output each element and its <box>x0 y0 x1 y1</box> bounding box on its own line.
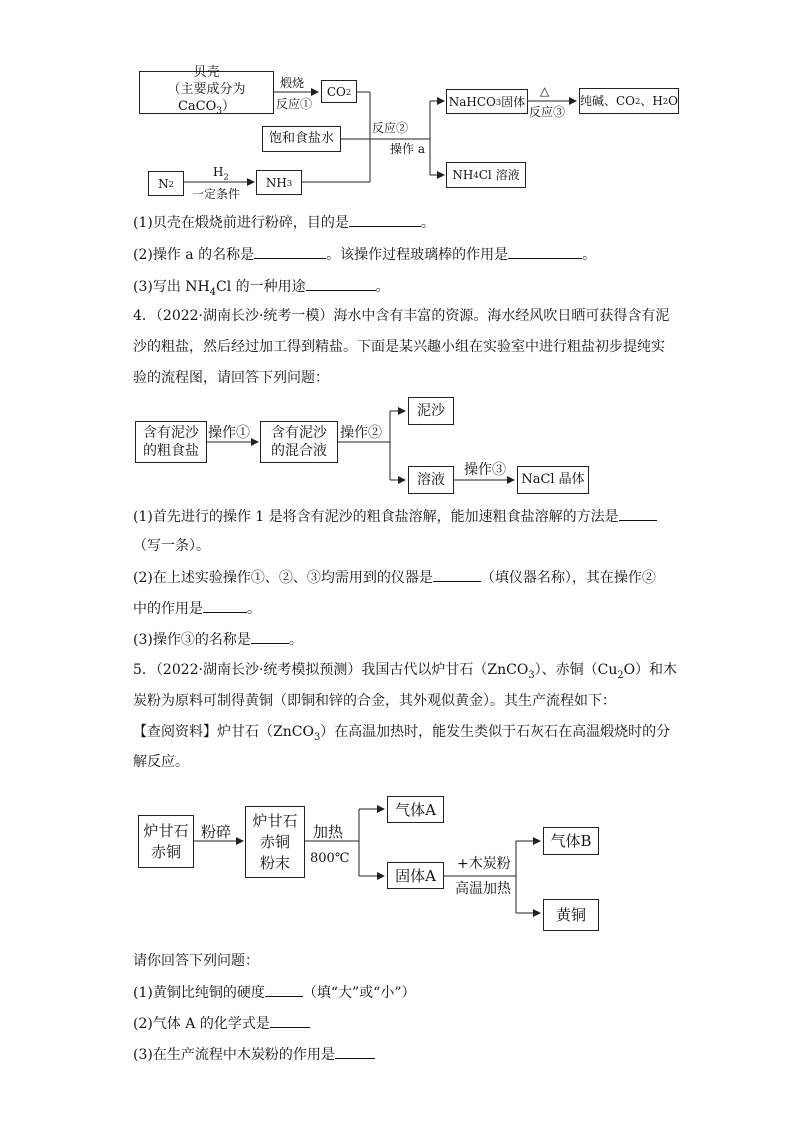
q4-stem-line2: 沙的粗盐，然后经过加工得到精盐。下面是某兴趣小组在实验室中进行粗盐初步提纯实 <box>133 339 665 355</box>
gas-a-box: 气体A <box>387 796 444 823</box>
nacl-box: NaCl 晶体 <box>517 466 589 494</box>
q4-stem-line1: 4．（2022·湖南长沙·统考一模）海水中含有丰富的资源。海水经风吹日晒可获得含有泥 <box>133 308 670 324</box>
n2-box: N 2 <box>148 171 184 196</box>
shell-label: 贝壳 <box>193 65 220 81</box>
q3-part3: (3)写出 $NH_4Cl$ 的一种用途 。 <box>133 276 390 303</box>
calcine-label: 煅烧 <box>280 76 305 90</box>
q5-part1: (1)黄铜比纯铜的硬度 （填“大”或“小”） <box>133 982 415 1003</box>
q4-part3: (3)操作③的名称是 。 <box>133 629 303 650</box>
shell-box <box>139 65 274 117</box>
q5-stem-line2: 炭粉为原料可制得黄铜（即铜和锌的合金，其外观似黄金）。其生产流程如下： <box>133 693 616 709</box>
h2-label: $H_2$ <box>213 165 229 182</box>
gas-b-box: 气体B <box>543 827 599 855</box>
nh3-box: NH 3 <box>256 170 302 195</box>
heat-symbol: △ <box>540 84 550 98</box>
crude-salt-box: 含有泥沙 的粗食盐 <box>135 421 207 463</box>
solution-box: 溶液 <box>408 466 454 494</box>
powder-box: 炉甘石 赤铜 粉末 <box>245 806 305 878</box>
sand-box: 泥沙 <box>408 397 454 425</box>
answer-blank[interactable] <box>306 276 376 291</box>
answer-blank[interactable] <box>508 244 582 259</box>
brass-box: 黄铜 <box>543 899 599 931</box>
answer-blank[interactable] <box>265 982 303 997</box>
q5-prompt: 请你回答下列问题： <box>133 953 259 969</box>
solid-a-box: 固体A <box>387 862 444 889</box>
q5-part3: (3)在生产流程中木炭粉的作用是 <box>133 1044 375 1065</box>
condition-label: 一定条件 <box>192 187 241 201</box>
reaction3-label: 反应③ <box>529 105 566 119</box>
grind-label: 粉碎 <box>201 823 232 841</box>
q4-part1: (1)首先进行的操作 1 是将含有泥沙的粗食盐溶解，能加速粗食盐溶解的方法是 <box>133 506 657 527</box>
op2-label: 操作② <box>340 425 382 441</box>
raw-material-box: 炉甘石 赤铜 <box>138 815 194 868</box>
q5-resource-line1: 【查阅资料】炉甘石（ZnCO$_3$）在高温加热时，能发生类似于石灰石在高温煅烧时的分 <box>133 724 671 743</box>
answer-blank[interactable] <box>270 1013 310 1028</box>
brine-box: 饱和食盐水 <box>262 126 341 152</box>
op3-label: 操作③ <box>464 462 506 478</box>
operation-a-label: 操作 a <box>390 142 425 156</box>
nahco3-box: NaHCO 3 固体 <box>446 89 528 114</box>
q3-part1: (1)贝壳在煅烧前进行粉碎，目的是 。 <box>133 212 435 233</box>
answer-blank[interactable] <box>251 629 289 644</box>
q4-part2: (2)在上述实验操作①、②、③均需用到的仪器是 （填仪器名称），其在操作② <box>133 567 656 588</box>
answer-blank[interactable] <box>349 212 421 227</box>
answer-blank[interactable] <box>335 1044 375 1059</box>
temperature-label: 800℃ <box>310 851 350 866</box>
mixture-box: 含有泥沙 的混合液 <box>260 421 338 463</box>
q3-part2: (2)操作 a 的名称是 。该操作过程玻璃棒的作用是 。 <box>133 244 596 265</box>
reaction2-label: 反应② <box>372 121 409 135</box>
shell-composition: （主要成分为 CaCO$_3$） <box>167 82 246 117</box>
q5-stem-line1: 5．（2022·湖南长沙·统考模拟预测）我国古代以炉甘石（ZnCO$_3$）、赤铜$(Cu_2O)$和木 <box>133 662 678 681</box>
charcoal-label: +木炭粉 <box>457 856 511 872</box>
q4-part2-cont: 中的作用是 。 <box>133 598 261 619</box>
q4-stem-line3: 验的流程图，请回答下列问题： <box>133 370 329 386</box>
answer-blank[interactable] <box>433 567 481 582</box>
answer-blank[interactable] <box>254 244 326 259</box>
op1-label: 操作① <box>208 425 250 441</box>
heat-label: 加热 <box>313 823 344 841</box>
q4-part1-cont: （写一条）。 <box>133 538 210 554</box>
products-box: 纯碱、CO 2 、H 2 O <box>579 88 679 114</box>
q5-part2: (2)气体 A 的化学式是 <box>133 1013 310 1034</box>
reaction1-label: 反应① <box>276 97 313 111</box>
answer-blank[interactable] <box>203 598 247 613</box>
high-temp-label: 高温加热 <box>455 881 511 897</box>
nh4cl-box: NH 4 Cl 溶液 <box>446 162 526 188</box>
q5-resource-line2: 解反应。 <box>133 754 189 770</box>
co2-box: CO 2 <box>321 80 357 103</box>
answer-blank[interactable] <box>619 506 657 521</box>
